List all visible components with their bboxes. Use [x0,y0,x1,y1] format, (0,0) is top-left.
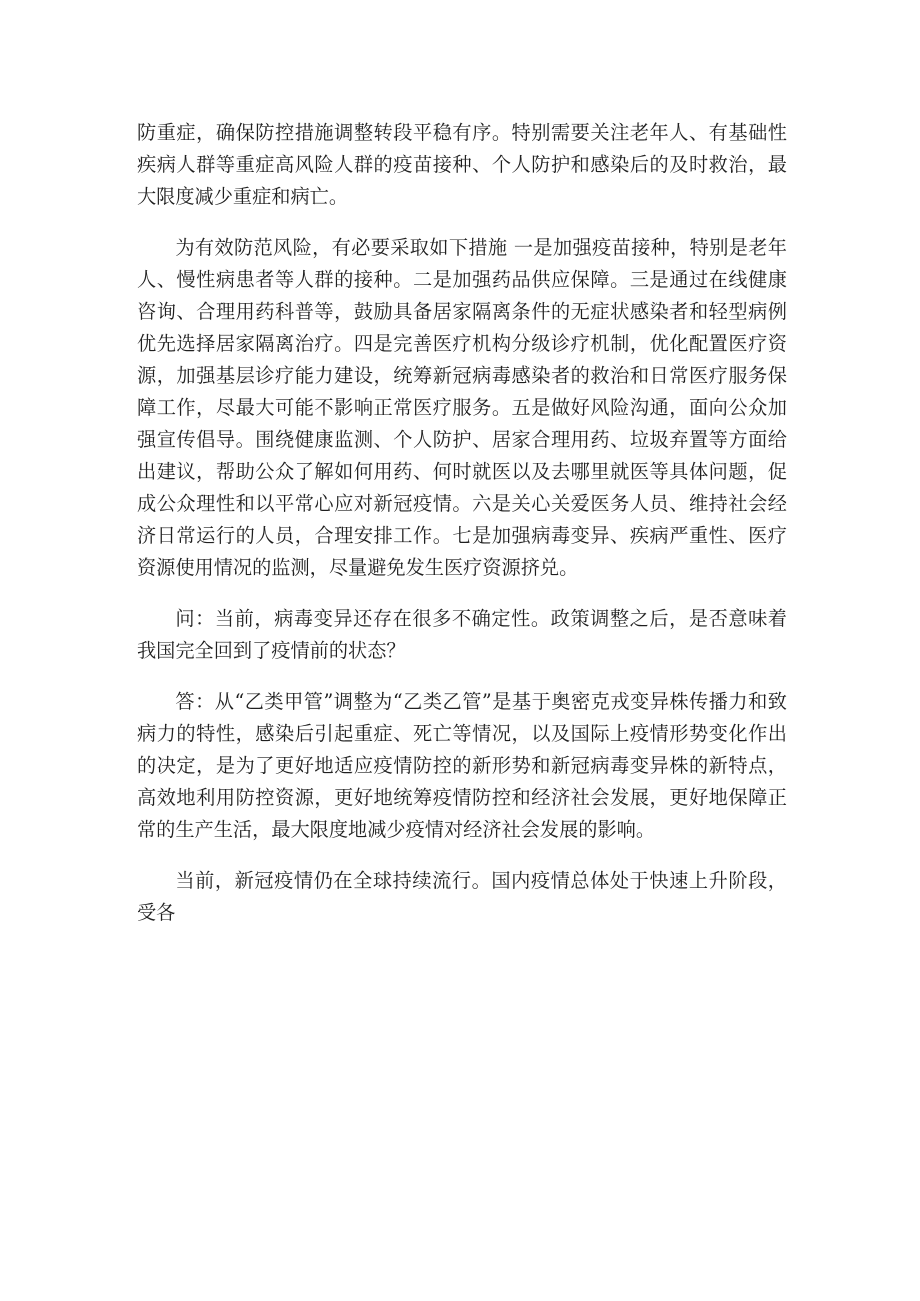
document-body [137,117,787,948]
paragraph-current-situation: 当前，新冠疫情仍在全球持续流行。国内疫情总体处于快速上升阶段，受各 [137,869,787,924]
paragraph-question: 问：当前，病毒变异还存在很多不确定性。政策调整之后，是否意味着我国完全回到了疫情前的状态？ [137,607,787,662]
paragraph-answer: 答：从“乙类甲管”调整为“乙类乙管”是基于奥密克戎变异株传播力和致病力的特性，感染后引起重症、死亡等情况，以及国际上疫情形势变化作出的决定，是为了更好地适应疫情防控的新形势和新冠病毒变异株的新特点，高效地利用防控资源，更好地统筹疫情防控和经济社会发展，更好地保障正常的生产生活，最大限度地减少疫情对经济社会发展的影响。 [137,690,787,841]
paragraph-risk-measures: 为有效防范风险，有必要采取如下措施 一是加强疫苗接种，特别是老年人、慢性病患者等人群的接种。二是加强药品供应保障。三是通过在线健康咨询、合理用药科普等，鼓励具备居家隔离条件的无症状感染者和轻型病例优先选择居家隔离治疗。四是完善医疗机构分级诊疗机制，优化配置医疗资源，加强基层诊疗能力建设，统筹新冠病毒感染者的救治和日常医疗服务保障工作，尽最大可能不影响正常医疗服务。五是做好风险沟通，面向公众加强宣传倡导。围绕健康监测、个人防护、居家合理用药、垃圾弃置等方面给出建议，帮助公众了解如何用药、何时就医以及去哪里就医等具体问题，促成公众理性和以平常心应对新冠疫情。六是关心关爱医务人员、维持社会经济日常运行的人员，合理安排工作。七是加强病毒变异、疾病严重性、医疗资源使用情况的监测，尽量避免发生医疗资源挤兑。 [137,236,787,579]
paragraph-continued-text: 防重症，确保防控措施调整转段平稳有序。特别需要关注老年人、有基础性疾病人群等重症高风险人群的疫苗接种、个人防护和感染后的及时救治，最大限度减少重症和病亡。 [137,121,787,208]
